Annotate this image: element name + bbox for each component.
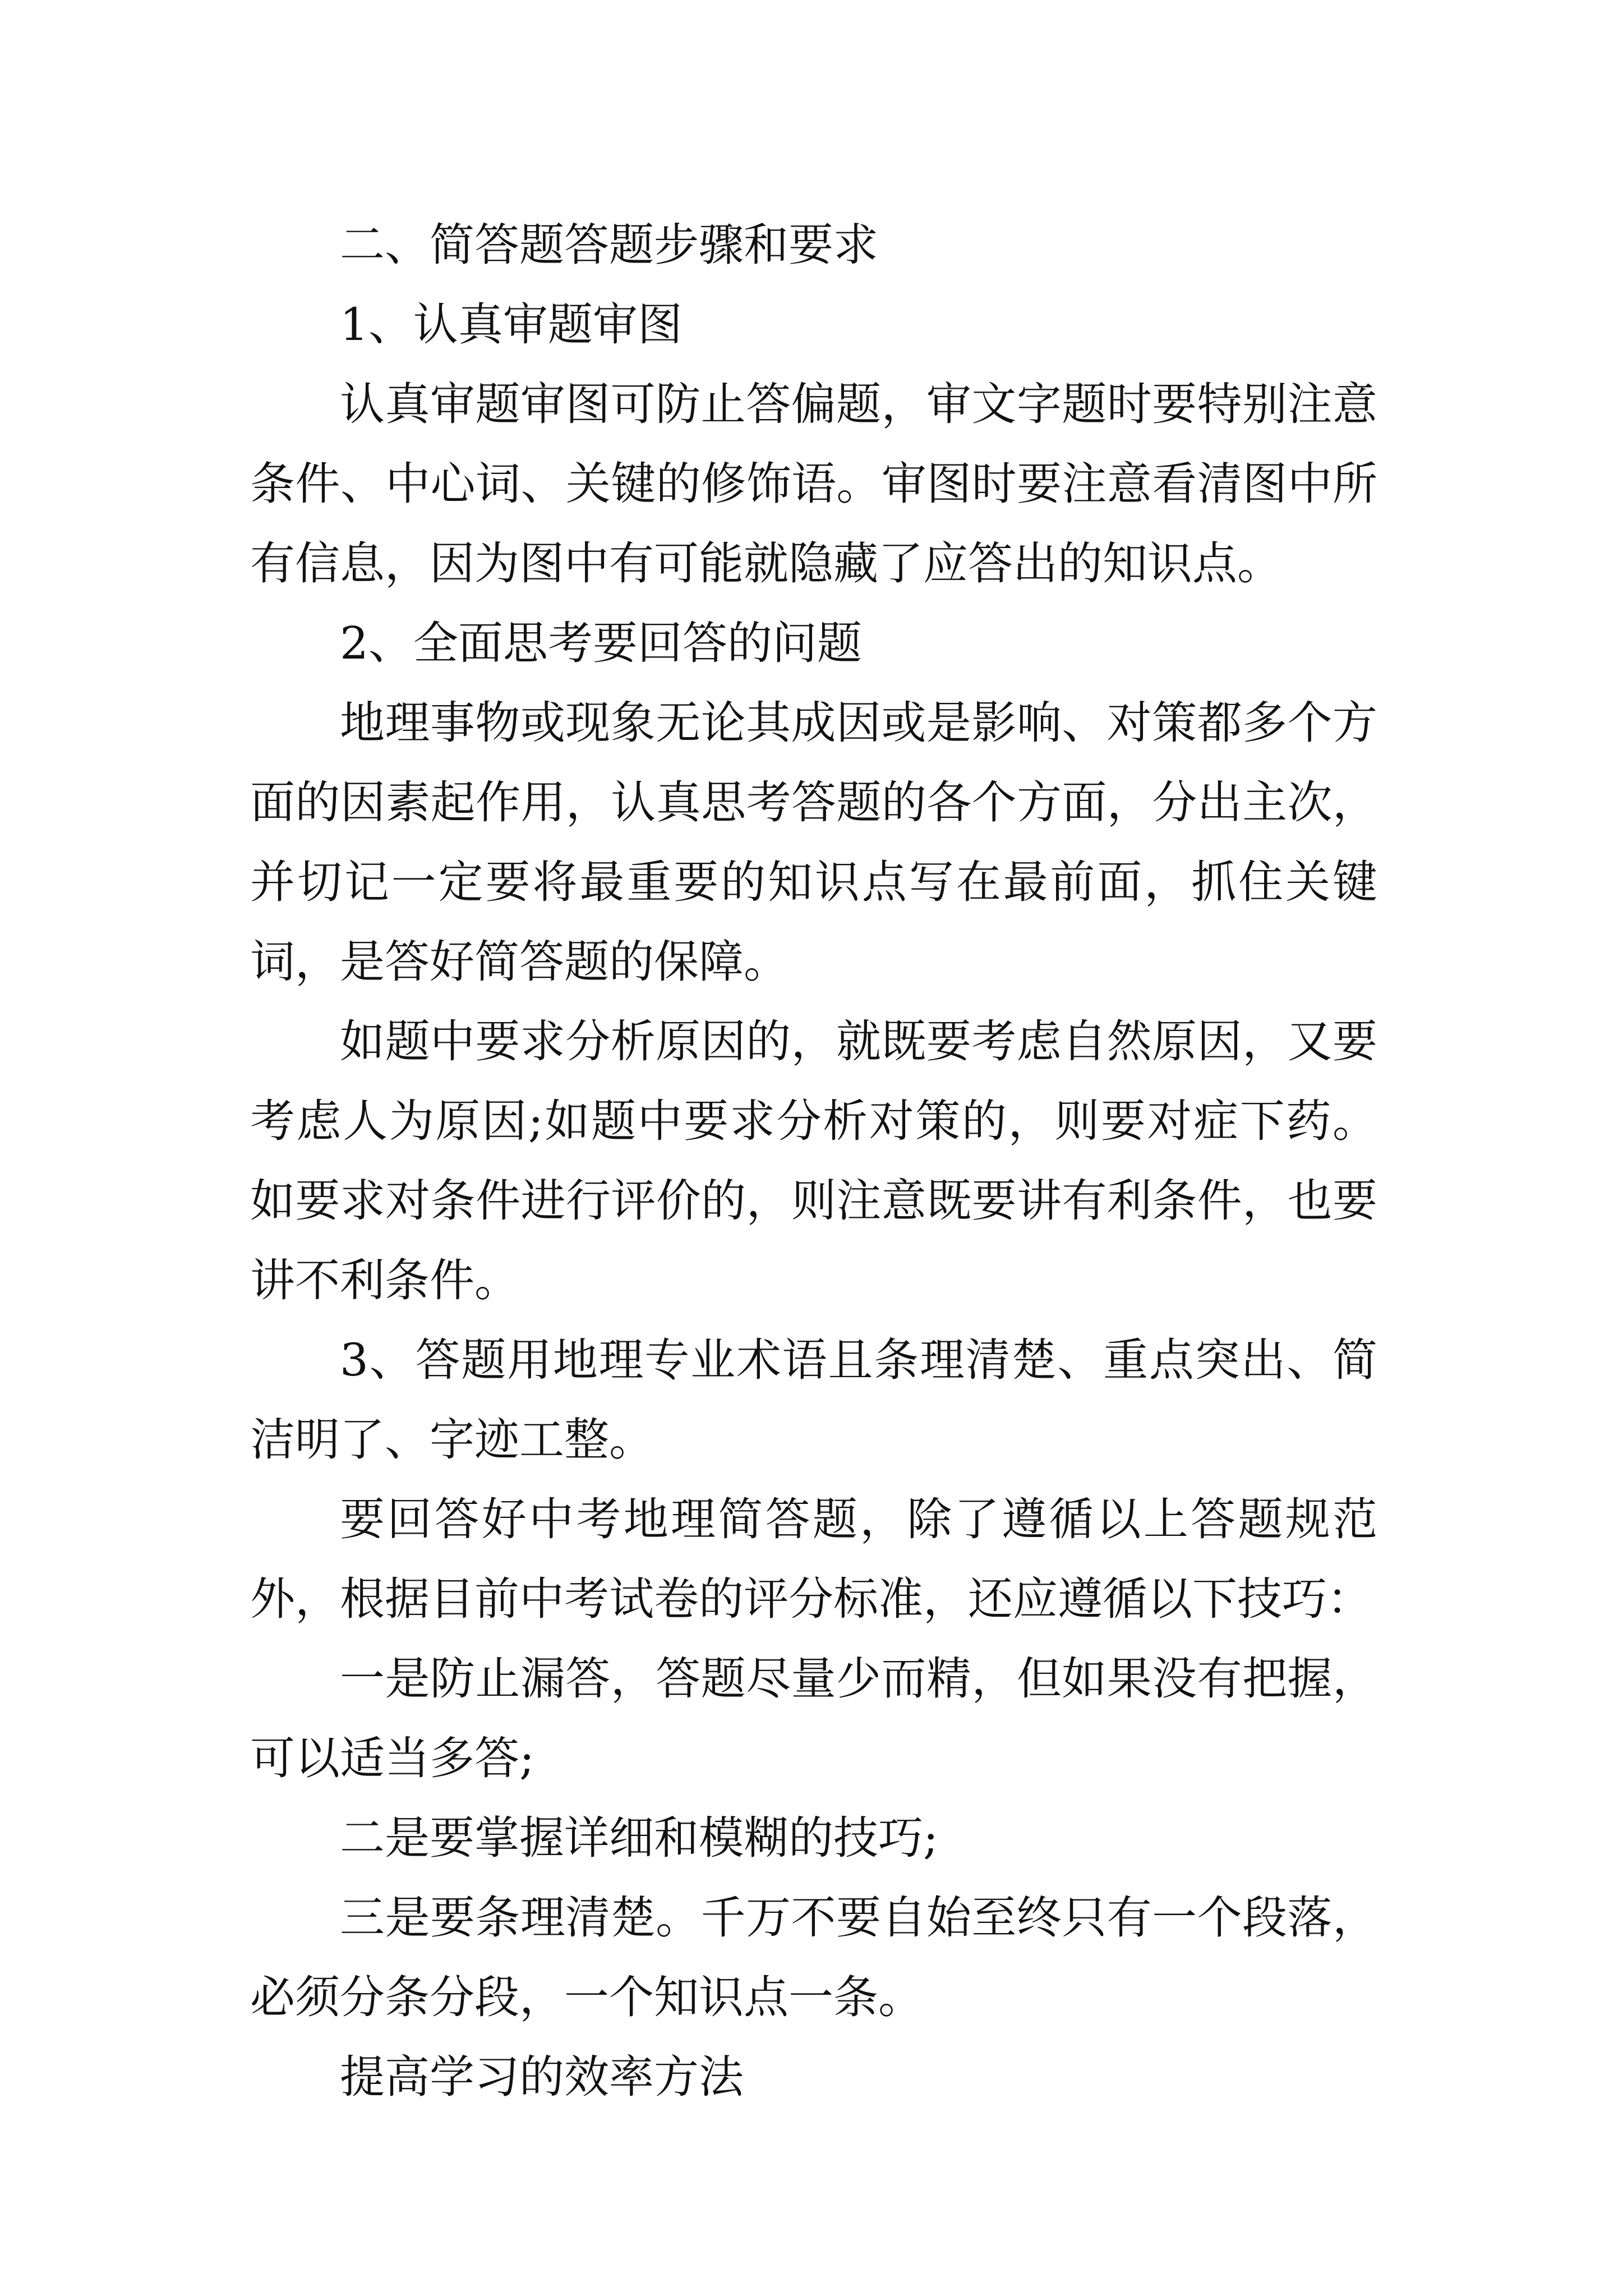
subheading-2: 2、全面思考要回答的问题 (340, 617, 862, 669)
paragraph: 二是要掌握详细和模糊的技巧; (340, 1812, 938, 1864)
section-heading: 二、简答题答题步骤和要求 (340, 219, 878, 271)
paragraph: 认真审题审图可防止答偏题，审文字题时要特别注意条件、中心词、关键的修饰语。审图时要注意看清图中所有信息，因为图中有可能就隐藏了应答出的知识点。 (250, 378, 1377, 590)
paragraph: 要回答好中考地理简答题，除了遵循以上答题规范外，根据目前中考试卷的评分标准，还应遵循以下技巧： (250, 1493, 1377, 1625)
paragraph: 三是要条理清楚。千万不要自始至终只有一个段落，必须分条分段，一个知识点一条。 (250, 1892, 1377, 2023)
paragraph: 一是防止漏答，答题尽量少而精，但如果没有把握，可以适当多答; (250, 1653, 1377, 1784)
paragraph: 地理事物或现象无论其成因或是影响、对策都多个方面的因素起作用，认真思考答题的各个方面，分出主次，并切记一定要将最重要的知识点写在最前面，抓住关键词，是答好简答题的保障。 (250, 697, 1377, 988)
section-heading: 提高学习的效率方法 (340, 2051, 744, 2103)
paragraph: 如题中要求分析原因的，就既要考虑自然原因，又要考虑人为原因;如题中要求分析对策的，则要对症下药。如要求对条件进行评价的，则注意既要讲有利条件，也要讲不利条件。 (250, 1015, 1377, 1306)
subheading-3: 3、答题用地理专业术语且条理清楚、重点突出、简洁明了、字迹工整。 (250, 1334, 1377, 1466)
subheading-1: 1、认真审题审图 (340, 298, 683, 351)
document-body (250, 205, 1377, 2117)
